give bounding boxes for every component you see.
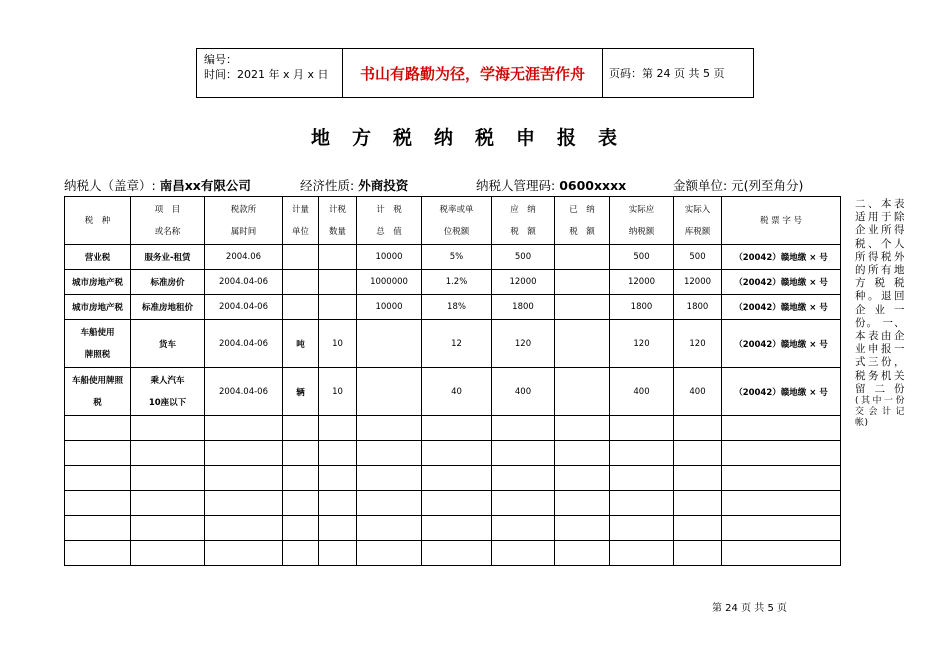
table-cell bbox=[131, 368, 205, 416]
table-cell bbox=[205, 245, 283, 270]
empty-cell bbox=[283, 516, 319, 541]
table-cell bbox=[65, 368, 131, 416]
header-cell-line: 纳税额 bbox=[628, 226, 655, 237]
cell-text: 牌照税 bbox=[84, 349, 111, 360]
header-cell-line: 数量 bbox=[328, 226, 346, 237]
empty-cell bbox=[722, 416, 841, 441]
header-cell-line: 项 目 bbox=[154, 204, 181, 215]
cell-text: 城市房地产税 bbox=[71, 278, 123, 288]
page-footer: 第 24 页 共 5 页 bbox=[712, 603, 787, 614]
empty-cell bbox=[319, 441, 357, 466]
table-cell bbox=[357, 270, 422, 295]
table-cell bbox=[492, 245, 555, 270]
code-info bbox=[476, 176, 626, 194]
empty-row bbox=[65, 541, 841, 566]
table-cell bbox=[131, 320, 205, 368]
cell-text: 400 bbox=[633, 386, 650, 397]
empty-cell bbox=[610, 416, 674, 441]
number-label: 编号： bbox=[204, 53, 237, 66]
empty-cell bbox=[492, 491, 555, 516]
header-left-cell bbox=[197, 49, 343, 97]
empty-cell bbox=[422, 441, 492, 466]
empty-cell bbox=[555, 416, 610, 441]
nature-info bbox=[300, 176, 408, 194]
empty-cell bbox=[319, 541, 357, 566]
empty-cell bbox=[131, 491, 205, 516]
header-cell-line: 税率或单 bbox=[439, 204, 474, 215]
empty-cell bbox=[205, 416, 283, 441]
empty-cell bbox=[65, 541, 131, 566]
empty-cell bbox=[674, 441, 722, 466]
cell-text: 120 bbox=[633, 338, 650, 349]
cell-text: 500 bbox=[689, 252, 706, 262]
table-cell bbox=[283, 368, 319, 416]
empty-cell bbox=[492, 416, 555, 441]
cell-text: 标准房地租价 bbox=[141, 303, 193, 313]
cell-text: 2004.04-06 bbox=[218, 302, 269, 312]
table-cell bbox=[422, 368, 492, 416]
tax-declaration-table bbox=[64, 196, 841, 566]
table-row bbox=[65, 368, 841, 416]
header-cell-line: 计税 bbox=[328, 204, 346, 215]
table-header-row bbox=[65, 197, 841, 245]
table-cell bbox=[357, 368, 422, 416]
table-cell bbox=[283, 245, 319, 270]
cell-text: 1.2% bbox=[445, 277, 468, 287]
header-cell-line: 计 税 bbox=[376, 204, 402, 215]
nature-value: 外商投资 bbox=[358, 178, 409, 193]
empty-cell bbox=[357, 441, 422, 466]
table-cell bbox=[674, 320, 722, 368]
table-cell bbox=[610, 270, 674, 295]
table-cell bbox=[674, 295, 722, 320]
header-cell-line: 税 票 字 号 bbox=[759, 215, 803, 226]
empty-cell bbox=[422, 491, 492, 516]
empty-cell bbox=[674, 491, 722, 516]
empty-cell bbox=[205, 516, 283, 541]
table-cell bbox=[319, 368, 357, 416]
table-cell bbox=[610, 320, 674, 368]
table-cell bbox=[555, 270, 610, 295]
header-cell bbox=[722, 197, 841, 245]
cell-text: 营业税 bbox=[84, 253, 111, 263]
header-cell bbox=[674, 197, 722, 245]
empty-cell bbox=[357, 491, 422, 516]
header-cell bbox=[555, 197, 610, 245]
time-text: 时间：2021 年 x 月 x 日 bbox=[204, 68, 329, 81]
cell-text: 120 bbox=[514, 338, 532, 349]
unit-info: 金额单位: 元(列至角分) bbox=[673, 178, 804, 193]
header-cell bbox=[357, 197, 422, 245]
cell-text: 辆 bbox=[296, 387, 305, 398]
empty-cell bbox=[65, 441, 131, 466]
table-cell bbox=[555, 320, 610, 368]
empty-row bbox=[65, 516, 841, 541]
empty-cell bbox=[131, 416, 205, 441]
page-number-text: 页码：第 24 页 共 5 页 bbox=[609, 67, 725, 80]
taxpayer-label: 纳税人（盖章）: bbox=[64, 178, 156, 193]
table-cell bbox=[422, 270, 492, 295]
empty-cell bbox=[131, 441, 205, 466]
empty-cell bbox=[722, 441, 841, 466]
empty-cell bbox=[674, 516, 722, 541]
cell-text: 400 bbox=[514, 386, 532, 397]
empty-cell bbox=[422, 466, 492, 491]
cell-text: （20042）赣地缴 × 号 bbox=[734, 339, 828, 350]
cell-text: 12000 bbox=[627, 277, 656, 287]
table-cell bbox=[722, 270, 841, 295]
empty-cell bbox=[492, 541, 555, 566]
table-cell bbox=[722, 368, 841, 416]
table-cell bbox=[722, 245, 841, 270]
taxpayer-value: 南昌xx有限公司 bbox=[159, 178, 251, 193]
cell-text: 2004.04-06 bbox=[218, 277, 269, 287]
empty-cell bbox=[722, 491, 841, 516]
empty-cell bbox=[492, 441, 555, 466]
table-cell bbox=[555, 245, 610, 270]
table-row bbox=[65, 295, 841, 320]
cell-text: 120 bbox=[689, 338, 706, 349]
empty-cell bbox=[283, 541, 319, 566]
empty-cell bbox=[610, 466, 674, 491]
cell-text: 400 bbox=[689, 386, 706, 397]
cell-text: 10 bbox=[332, 386, 343, 397]
table-cell bbox=[492, 320, 555, 368]
empty-cell bbox=[283, 491, 319, 516]
empty-cell bbox=[422, 516, 492, 541]
cell-text: 车船使用牌照 bbox=[71, 375, 123, 386]
side-note-part3: (其中一份交会计记帐) bbox=[855, 396, 905, 429]
empty-cell bbox=[131, 541, 205, 566]
empty-cell bbox=[319, 416, 357, 441]
table-cell bbox=[319, 320, 357, 368]
nature-label: 经济性质: bbox=[300, 178, 355, 193]
header-cell-line: 实际应 bbox=[628, 204, 655, 215]
table-cell bbox=[319, 245, 357, 270]
cell-text: （20042）赣地缴 × 号 bbox=[734, 253, 828, 263]
cell-text: 10 bbox=[332, 338, 343, 349]
table-cell bbox=[722, 320, 841, 368]
header-cell-line: 位税额 bbox=[443, 226, 470, 237]
empty-row bbox=[65, 416, 841, 441]
empty-cell bbox=[492, 466, 555, 491]
empty-cell bbox=[610, 541, 674, 566]
cell-text: 服务业-租赁 bbox=[144, 253, 191, 263]
table-cell bbox=[131, 245, 205, 270]
cell-text: 标准房价 bbox=[150, 278, 185, 288]
header-cell-line: 税款所 bbox=[230, 204, 257, 215]
empty-cell bbox=[65, 416, 131, 441]
empty-cell bbox=[319, 491, 357, 516]
empty-cell bbox=[722, 466, 841, 491]
empty-cell bbox=[131, 516, 205, 541]
cell-text: 税 bbox=[93, 397, 102, 408]
header-cell-line: 应 纳 bbox=[510, 204, 536, 215]
empty-cell bbox=[319, 466, 357, 491]
table-cell bbox=[65, 270, 131, 295]
empty-cell bbox=[674, 466, 722, 491]
empty-cell bbox=[422, 541, 492, 566]
cell-text: 10座以下 bbox=[148, 397, 187, 408]
cell-text: 2004.04-06 bbox=[218, 386, 269, 397]
empty-cell bbox=[65, 466, 131, 491]
empty-row bbox=[65, 491, 841, 516]
table-cell bbox=[205, 320, 283, 368]
table-cell bbox=[674, 245, 722, 270]
empty-cell bbox=[319, 516, 357, 541]
empty-cell bbox=[357, 541, 422, 566]
table-cell bbox=[205, 295, 283, 320]
empty-cell bbox=[357, 516, 422, 541]
header-cell-line: 税 额 bbox=[569, 226, 595, 237]
header-cell-line: 税 种 bbox=[84, 215, 111, 226]
empty-cell bbox=[65, 491, 131, 516]
header-cell bbox=[205, 197, 283, 245]
cell-text: 乘人汽车 bbox=[150, 375, 185, 386]
table-cell bbox=[492, 368, 555, 416]
header-cell-line: 库税额 bbox=[684, 226, 711, 237]
cell-text: 1800 bbox=[686, 302, 709, 312]
side-note-part1: 二、本表适用于除企业所得税、个人所得税外的所有地方税税种。退回企业一份。 bbox=[855, 198, 905, 329]
empty-cell bbox=[283, 441, 319, 466]
table-cell bbox=[65, 245, 131, 270]
empty-cell bbox=[422, 416, 492, 441]
form-title: 地方税纳税申报表 bbox=[310, 127, 639, 149]
table-cell bbox=[357, 245, 422, 270]
empty-cell bbox=[283, 466, 319, 491]
table-cell bbox=[319, 270, 357, 295]
table-cell bbox=[722, 295, 841, 320]
empty-cell bbox=[555, 466, 610, 491]
empty-cell bbox=[357, 416, 422, 441]
header-cell bbox=[492, 197, 555, 245]
empty-cell bbox=[674, 541, 722, 566]
empty-cell bbox=[610, 491, 674, 516]
empty-cell bbox=[555, 541, 610, 566]
cell-text: 10000 bbox=[375, 252, 403, 262]
empty-cell bbox=[283, 416, 319, 441]
side-note-part2: 一、本表由企业申报一式三份，税务机关留二份 bbox=[855, 316, 906, 395]
table-cell bbox=[422, 245, 492, 270]
header-cell bbox=[610, 197, 674, 245]
table-cell bbox=[319, 295, 357, 320]
empty-cell bbox=[205, 441, 283, 466]
side-note bbox=[855, 198, 905, 429]
table-cell bbox=[610, 295, 674, 320]
header-cell-line: 计量 bbox=[291, 204, 309, 215]
table-cell bbox=[357, 295, 422, 320]
table-cell bbox=[205, 368, 283, 416]
header-cell-line: 税 额 bbox=[510, 226, 536, 237]
cell-text: 车船使用 bbox=[80, 327, 115, 338]
cell-text: （20042）赣地缴 × 号 bbox=[734, 278, 828, 288]
code-label: 纳税人管理码: bbox=[476, 178, 556, 193]
table-cell bbox=[492, 295, 555, 320]
empty-cell bbox=[722, 541, 841, 566]
cell-text: 12 bbox=[451, 338, 462, 349]
cell-text: 500 bbox=[633, 252, 650, 262]
empty-cell bbox=[131, 466, 205, 491]
empty-cell bbox=[205, 466, 283, 491]
cell-text: 吨 bbox=[296, 339, 305, 350]
header-cell bbox=[65, 197, 131, 245]
header-cell-line: 实际入 bbox=[684, 204, 711, 215]
table-cell bbox=[422, 295, 492, 320]
cell-text: 500 bbox=[514, 252, 532, 262]
taxpayer-info bbox=[64, 176, 251, 194]
header-cell-line: 已 纳 bbox=[569, 204, 595, 215]
cell-text: 城市房地产税 bbox=[71, 303, 123, 313]
empty-cell bbox=[610, 441, 674, 466]
empty-cell bbox=[205, 541, 283, 566]
cell-text: 10000 bbox=[375, 302, 403, 312]
table-row bbox=[65, 270, 841, 295]
empty-cell bbox=[610, 516, 674, 541]
table-cell bbox=[65, 320, 131, 368]
header-cell-line: 总 值 bbox=[376, 226, 402, 237]
motto-text: 书山有路勤为径，学海无涯苦作舟 bbox=[343, 49, 603, 97]
cell-text: 12000 bbox=[683, 277, 712, 287]
empty-row bbox=[65, 466, 841, 491]
empty-cell bbox=[492, 516, 555, 541]
table-cell bbox=[674, 368, 722, 416]
cell-text: 12000 bbox=[509, 277, 537, 287]
header-cell-line: 属时间 bbox=[230, 226, 257, 237]
cell-text: 1800 bbox=[630, 302, 653, 312]
table-row bbox=[65, 245, 841, 270]
empty-cell bbox=[65, 516, 131, 541]
empty-cell bbox=[674, 416, 722, 441]
table-cell bbox=[131, 295, 205, 320]
cell-text: 40 bbox=[451, 386, 462, 397]
header-cell bbox=[283, 197, 319, 245]
empty-cell bbox=[555, 441, 610, 466]
cell-text: 2004.04-06 bbox=[218, 338, 269, 349]
table-row bbox=[65, 320, 841, 368]
table-cell bbox=[205, 270, 283, 295]
document-header bbox=[196, 48, 754, 98]
table-cell bbox=[610, 245, 674, 270]
header-cell-line: 单位 bbox=[291, 226, 309, 237]
cell-text: 18% bbox=[447, 302, 466, 312]
empty-row bbox=[65, 441, 841, 466]
table-cell bbox=[555, 368, 610, 416]
cell-text: （20042）赣地缴 × 号 bbox=[734, 387, 828, 398]
table-cell bbox=[357, 320, 422, 368]
table-cell bbox=[283, 320, 319, 368]
table-cell bbox=[131, 270, 205, 295]
table-cell bbox=[65, 295, 131, 320]
header-cell bbox=[422, 197, 492, 245]
cell-text: 1000000 bbox=[370, 277, 408, 287]
cell-text: （20042）赣地缴 × 号 bbox=[734, 303, 828, 313]
table-cell bbox=[610, 368, 674, 416]
table-cell bbox=[283, 295, 319, 320]
header-cell bbox=[131, 197, 205, 245]
empty-cell bbox=[357, 466, 422, 491]
table-cell bbox=[283, 270, 319, 295]
cell-text: 1800 bbox=[512, 302, 534, 312]
table-cell bbox=[492, 270, 555, 295]
code-value: 0600xxxx bbox=[559, 178, 627, 193]
cell-text: 货车 bbox=[158, 339, 176, 350]
header-cell bbox=[319, 197, 357, 245]
table-cell bbox=[422, 320, 492, 368]
empty-cell bbox=[722, 516, 841, 541]
cell-text: 2004.06 bbox=[225, 252, 262, 262]
cell-text: 5% bbox=[449, 252, 464, 262]
empty-cell bbox=[555, 516, 610, 541]
table-cell bbox=[674, 270, 722, 295]
empty-cell bbox=[205, 491, 283, 516]
header-cell-line: 或名称 bbox=[154, 226, 181, 237]
empty-cell bbox=[555, 491, 610, 516]
table-cell bbox=[555, 295, 610, 320]
